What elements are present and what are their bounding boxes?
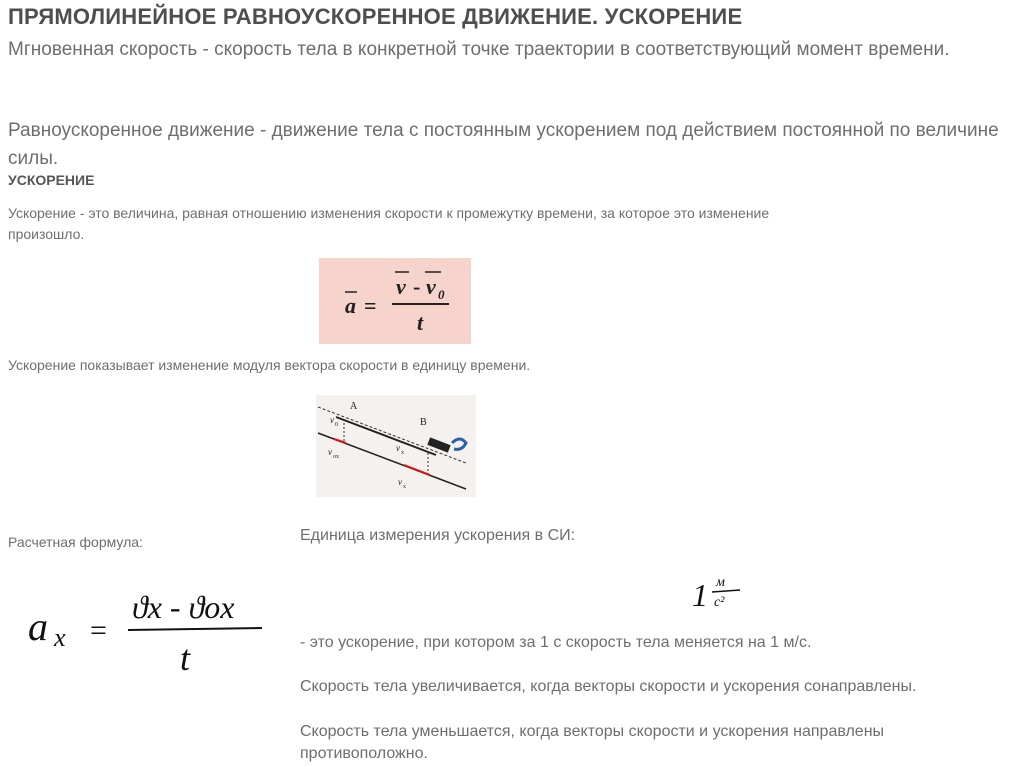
hw-den: t (180, 638, 191, 678)
label-vox: v (328, 447, 332, 457)
unit-one: 1 (692, 577, 708, 613)
unit-meaning-text: - это ускорение, при котором за 1 с скорость тела меняется на 1 м/с. (300, 634, 812, 651)
si-unit-title: Единица измерения ускорения в СИ: (300, 527, 576, 544)
formula-minus: - (413, 274, 421, 299)
label-vx: v (396, 443, 400, 453)
formula-sub0: 0 (438, 287, 445, 302)
label-vx2-sub: x (403, 484, 406, 490)
accel-shows-text: Ускорение показывает изменение модуля вектора скорости в единицу времени. (8, 357, 531, 373)
handwritten-accel-formula (20, 578, 280, 678)
formula-eq: = (364, 293, 377, 318)
hw-num: ϑx - ϑox (132, 589, 235, 625)
section-heading: УСКОРЕНИЕ (8, 172, 95, 188)
unit-fraction-bar (712, 590, 740, 592)
hw-fraction-bar (128, 628, 262, 630)
unit-num: м (716, 575, 725, 590)
page-title: ПРЯМОЛИНЕЙНОЕ РАВНОУСКОРЕННОЕ ДВИЖЕНИЕ. УСКОРЕНИЕ (8, 4, 743, 29)
formula-lhs: a (345, 293, 356, 318)
vector-accel-formula (319, 258, 471, 344)
speed-increases-text: Скорость тела увеличивается, когда векторы скорости и ускорения сонаправлены. (300, 678, 917, 695)
vx-segment (404, 465, 430, 475)
formula-den: t (417, 310, 424, 335)
instant-speed-text: Мгновенная скорость - скорость тела в конкретной точке траектории в соответствующий момент времени. (8, 39, 950, 60)
label-vox-sub: ox (333, 454, 339, 460)
formula-num-v0: v (426, 274, 436, 299)
si-unit-formula (690, 568, 760, 616)
speed-decreases-text: Скорость тела уменьшается, когда векторы скорости и ускорения направлены противоположно. (300, 723, 885, 762)
hook-icon (452, 439, 466, 449)
hw-lhs-sub: x (54, 623, 66, 652)
formula-num-v: v (396, 274, 406, 299)
calc-formula-label: Расчетная формула: (8, 534, 143, 550)
hw-lhs: a (28, 604, 48, 649)
label-vx-sub: x (401, 450, 404, 456)
incline-diagram (316, 395, 476, 497)
label-v0-sub: 0 (335, 422, 338, 428)
cart-icon (427, 437, 450, 452)
accel-definition-text: Ускорение - это величина, равная отношению изменения скорости к промежутку времени, за которое это изменение произошло. (8, 205, 770, 242)
unit-den: с² (714, 595, 725, 610)
label-a: A (350, 401, 358, 412)
label-v0: v (330, 415, 334, 425)
uniform-accel-text: Равноускоренное движение - движение тела с постоянным ускорением под действием постоянной по величине силы. (8, 120, 999, 169)
label-b: B (420, 417, 427, 428)
trajectory-line (318, 407, 466, 463)
hw-eq: = (90, 614, 107, 647)
label-vx2: v (398, 477, 402, 487)
